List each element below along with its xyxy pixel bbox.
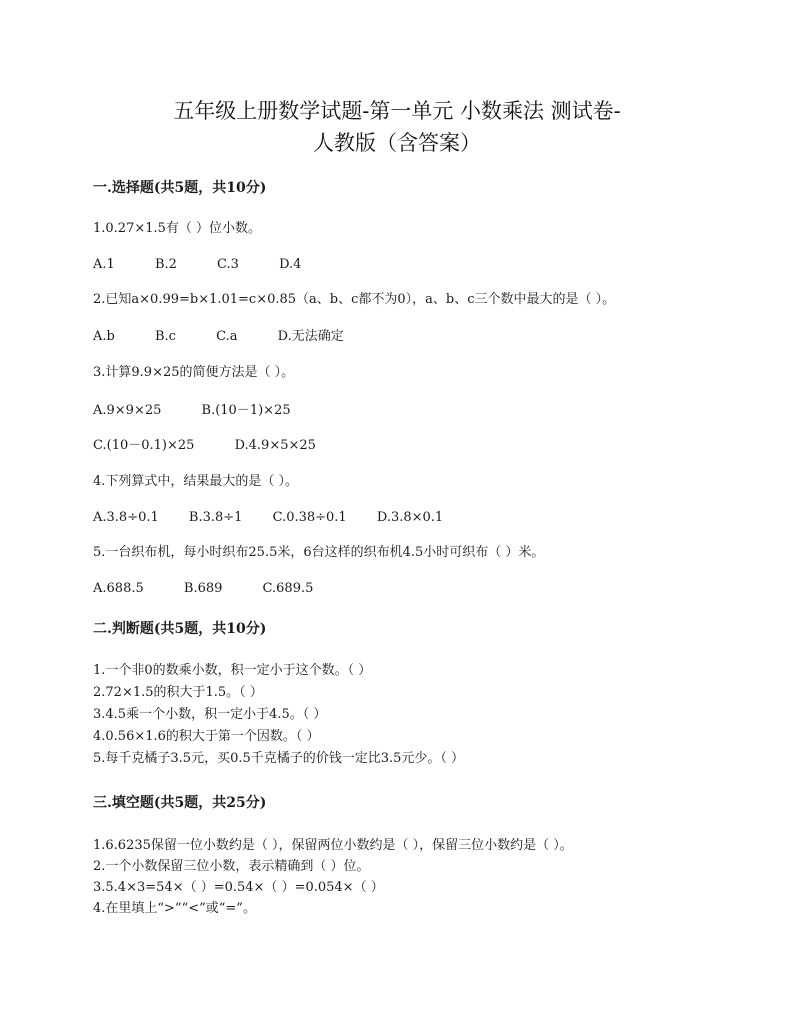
option-a: A.b	[93, 329, 115, 344]
judgment-item-2: 2.72×1.5的积大于1.5。（ ）	[93, 685, 263, 700]
question-4-options	[93, 508, 443, 528]
option-d: D.4	[279, 257, 302, 272]
option-d: D.3.8×0.1	[376, 510, 444, 525]
section-heading-choice: 一.选择题(共5题，共10分)	[93, 180, 267, 196]
option-b: B.3.8÷1	[188, 510, 243, 525]
option-b: B.c	[154, 329, 176, 344]
question-4: 4.下列算式中，结果最大的是（ ）。	[93, 474, 299, 489]
section-heading-fill-in: 三.填空题(共5题，共25分)	[93, 795, 267, 811]
option-a: A.9×9×25	[93, 403, 162, 418]
option-b: B.(10－1)×25	[201, 403, 291, 418]
question-2: 2.已知a×0.99=b×1.01=c×0.85（a、b、c都不为0），a、b、c三个数中最大的是（ ）。	[93, 292, 616, 307]
judgment-item-3: 3.4.5乘一个小数，积一定小于4.5。（ ）	[93, 707, 327, 722]
option-c: C.0.38÷0.1	[272, 510, 347, 525]
question-3-options-row-2	[93, 436, 316, 456]
page-title-line-2: 人教版（含答案）	[313, 131, 481, 155]
option-d: D.4.9×5×25	[234, 438, 316, 453]
judgment-item-1: 1.一个非0的数乘小数，积一定小于这个数。（ ）	[93, 663, 372, 678]
option-c: C.689.5	[262, 581, 314, 596]
fill-in-item-2: 2.一个小数保留三位小数，表示精确到（ ）位。	[93, 859, 370, 874]
question-5: 5.一台织布机，每小时织布25.5米，6台这样的织布机4.5小时可织布（ ）米。	[93, 545, 545, 560]
option-a: A.688.5	[93, 581, 144, 596]
option-c: C.(10－0.1)×25	[93, 438, 195, 453]
question-1-options	[93, 255, 301, 275]
option-c: C.a	[216, 329, 238, 344]
question-2-options	[93, 327, 344, 347]
page-title-line-1: 五年级上册数学试题-第一单元 小数乘法 测试卷-	[173, 99, 621, 123]
fill-in-item-1: 1.6.6235保留一位小数约是（ ），保留两位小数约是（ ），保留三位小数约是（ ）。	[93, 838, 573, 853]
section-heading-judgment: 二.判断题(共5题，共10分)	[93, 621, 267, 637]
option-d: D.无法确定	[277, 329, 344, 344]
question-1: 1.0.27×1.5有（ ）位小数。	[93, 221, 262, 236]
option-a: A.3.8÷0.1	[93, 510, 159, 525]
judgment-item-4: 4.0.56×1.6的积大于第一个因数。（ ）	[93, 729, 320, 744]
option-b: B.689	[183, 581, 223, 596]
question-5-options	[93, 579, 313, 599]
fill-in-item-4: 4.在里填上“>”“<”或“=”。	[93, 901, 256, 916]
option-b: B.2	[154, 257, 177, 272]
fill-in-item-3: 3.5.4×3=54×（ ）=0.54×（ ）=0.054×（ ）	[93, 880, 384, 895]
question-3: 3.计算9.9×25的简便方法是（ ）。	[93, 365, 295, 380]
judgment-item-5: 5.每千克橘子3.5元，买0.5千克橘子的价钱一定比3.5元少。（ ）	[93, 751, 465, 766]
option-c: C.3	[217, 257, 239, 272]
option-a: A.1	[93, 257, 115, 272]
question-3-options-row-1	[93, 401, 291, 421]
